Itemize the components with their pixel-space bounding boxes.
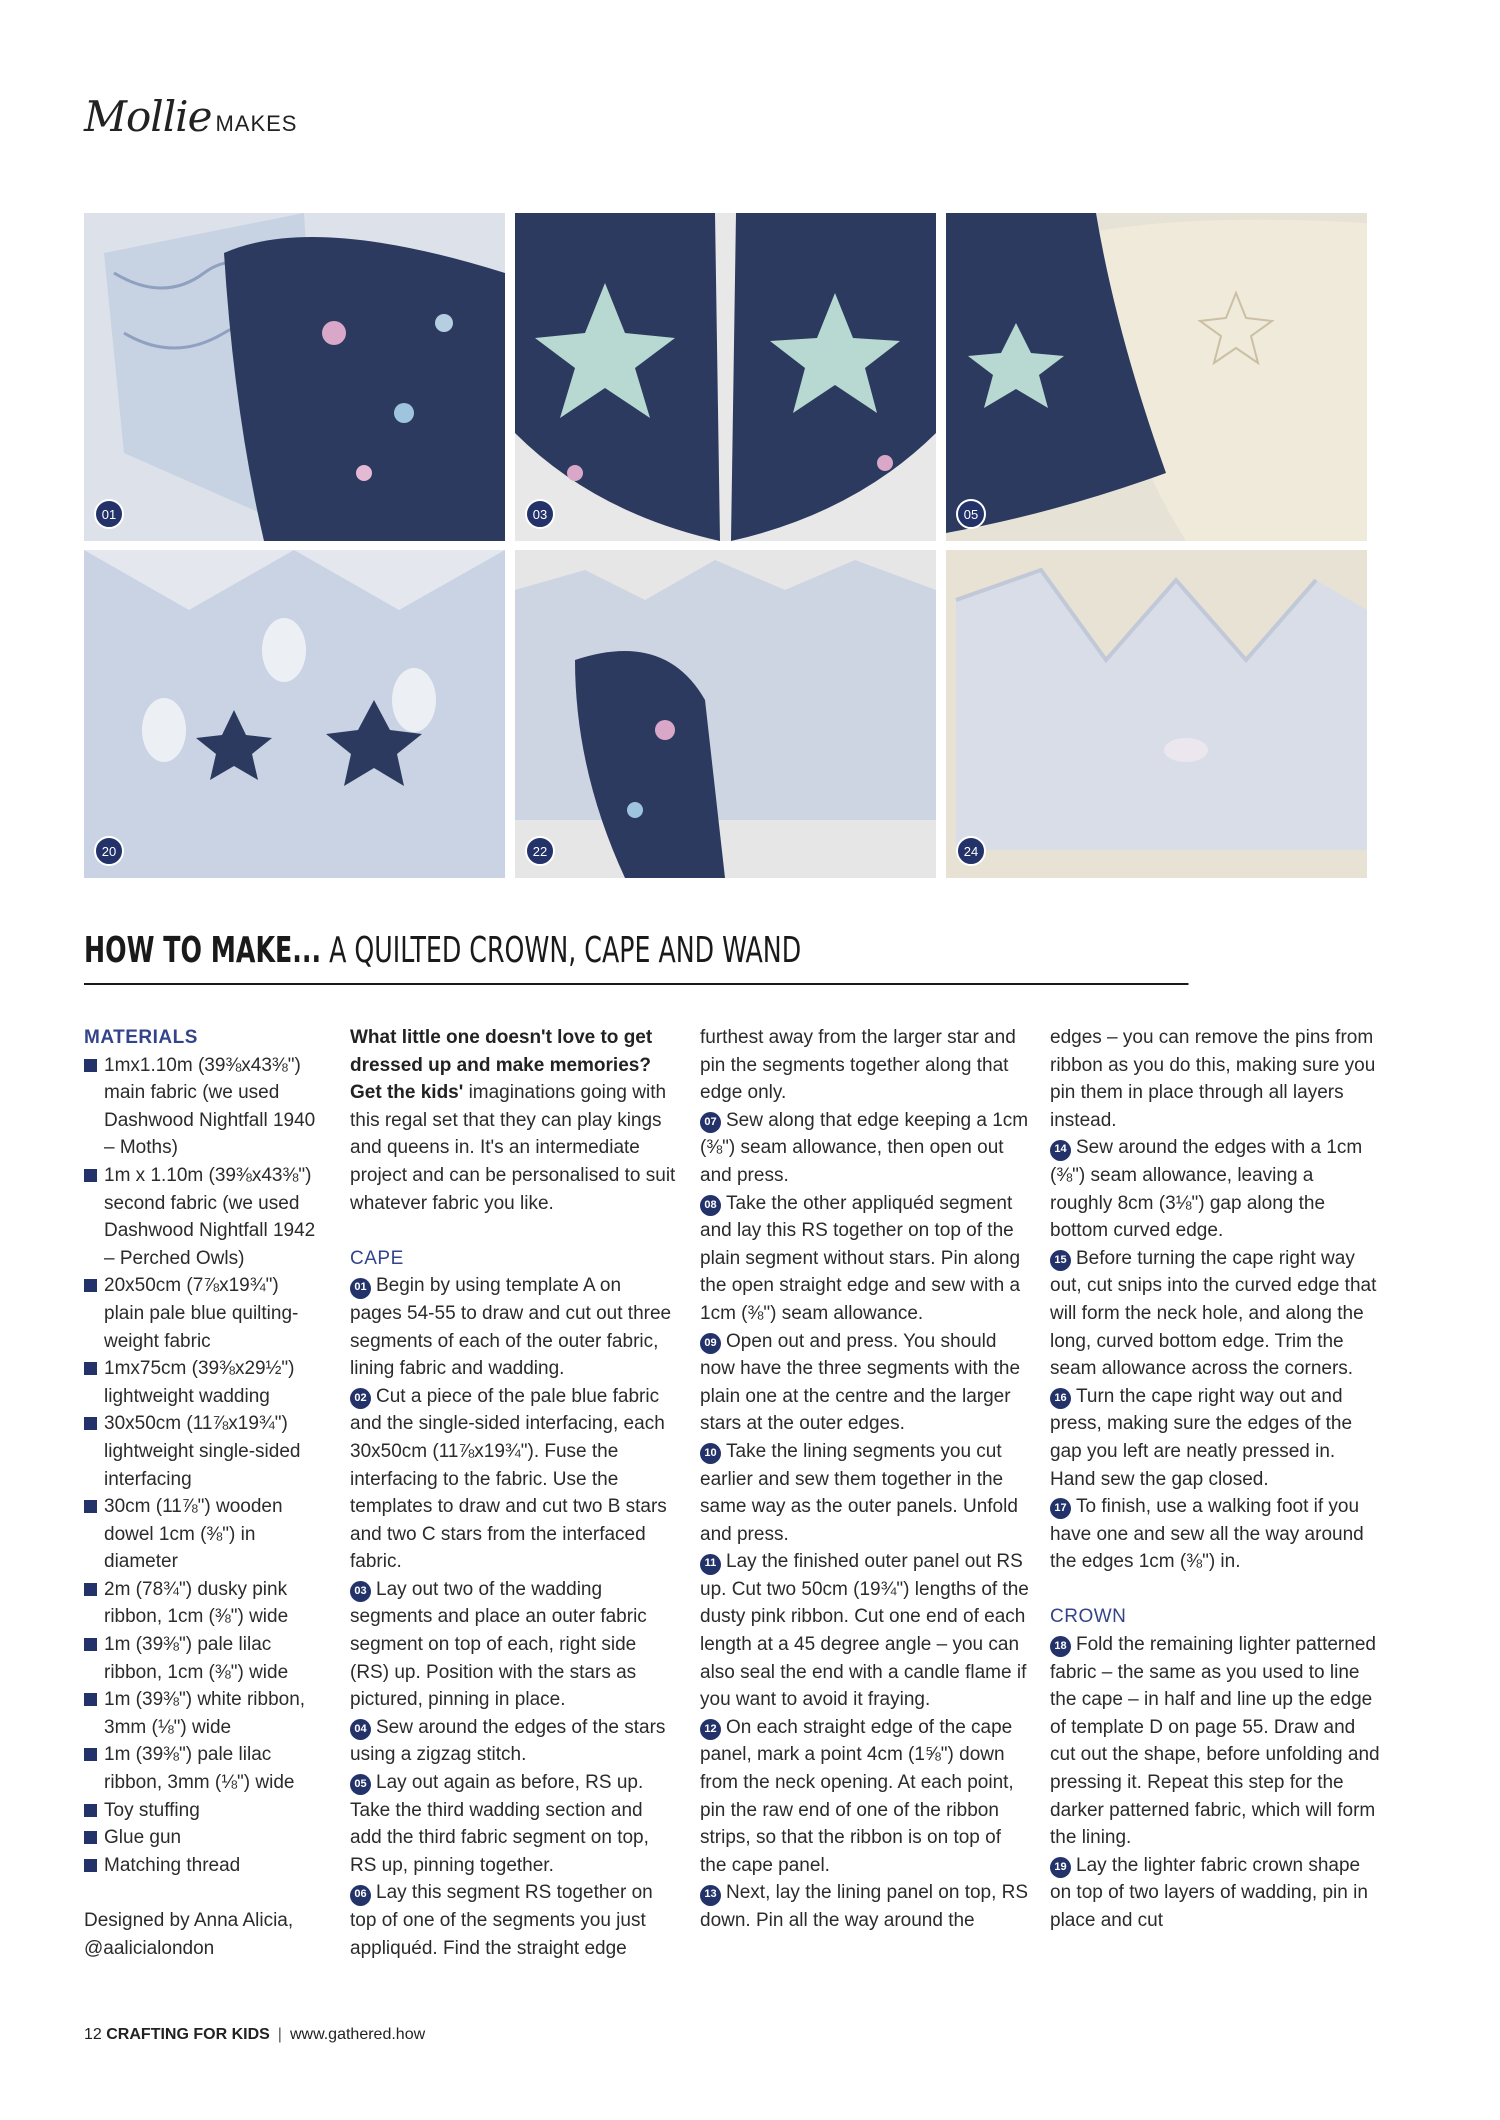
intro-rest: imaginations going with this regal set that they can play kings and queens in. It's an intermediate project and can be personalised to suit whatever fabric you like. (350, 1082, 676, 1214)
list-item: 1m x 1.10m (39⅜x43⅜") second fabric (we used Dashwood Nightfall 1942 – Perched Owls) (84, 1162, 324, 1272)
heading-light: A QUILTED CROWN, CAPE AND WAND (321, 930, 802, 971)
materials-list (84, 1052, 324, 1880)
cape-title: CAPE (350, 1247, 404, 1269)
step-15: 15 Before turning the cape right way out, cut snips into the curved edge that will form the neck hole, and along the long, curved bottom edge. Trim the seam allowance across the corners. (1050, 1247, 1377, 1380)
step-03: 03 Lay out two of the wadding segments and place an outer fabric segment on top of each, right side (RS) up. Position with the stars as pictured, pinning in place. (350, 1578, 647, 1711)
materials-title: MATERIALS (84, 1027, 198, 1048)
footer-separator: | (277, 2026, 282, 2043)
intro-text (350, 1024, 678, 1217)
list-item: 1mx75cm (39⅜x29½") lightweight wadding (84, 1355, 324, 1410)
page-heading (84, 930, 1188, 985)
list-item: Toy stuffing (84, 1797, 324, 1825)
step-05: 05 Lay out again as before, RS up. Take the third wadding section and add the third fabric segment on top, RS up, pinning together. (350, 1772, 649, 1876)
masthead-makes: MAKES (215, 111, 298, 136)
step-18: 18 Fold the remaining lighter patterned fabric – the same as you used to line the cape – in half and line up the edge of template D on page 55. Draw and cut out the shape, before unfolding and pressing it. Repeat this step for the darker patterned fabric, which will form the lining. (1050, 1634, 1380, 1849)
footer-url[interactable]: www.gathered.how (289, 2026, 426, 2043)
list-item: Glue gun (84, 1824, 324, 1852)
step-08: 08 Take the other appliquéd segment and lay this RS together on top of the plain segment without stars. Pin along the open straight edge and sew with a 1cm (⅜") seam allowance. (700, 1192, 1021, 1324)
page-footer (84, 2026, 425, 2044)
designer-credit: Designed by Anna Alicia, (84, 1910, 294, 1931)
photo-step-24 (946, 550, 1367, 878)
list-item: 2m (78¾") dusky pink ribbon, 1cm (⅜") wide (84, 1576, 324, 1631)
list-item: 30x50cm (11⅞x19¾") lightweight single-sided interfacing (84, 1410, 324, 1493)
step-01: 01 Begin by using template A on pages 54-55 to draw and cut out three segments of each of the outer fabric, lining fabric and wadding. (350, 1275, 672, 1380)
step-07: 07 Sew along that edge keeping a 1cm (⅜") seam allowance, then open out and press. (700, 1109, 1029, 1186)
step-04: 04 Sew around the edges of the stars using a zigzag stitch. (350, 1716, 666, 1766)
step-badge: 05 (956, 499, 986, 529)
list-item: 1m (39⅜") white ribbon, 3mm (⅛") wide (84, 1686, 324, 1741)
step-13: 13 Next, lay the lining panel on top, RS down. Pin all the way around the (700, 1882, 1029, 1931)
step-16: 16 Turn the cape right way out and press, making sure the edges of the gap you left are neatly pressed in. Hand sew the gap closed. (1050, 1385, 1353, 1490)
step-14: 14 Sew around the edges with a 1cm (⅜") seam allowance, leaving a roughly 8cm (3⅛") gap along the bottom curved edge. (1050, 1137, 1363, 1242)
instructions-column-2 (350, 1024, 678, 1962)
step-badge: 24 (956, 836, 986, 866)
instructions-column-4 (1050, 1024, 1380, 1935)
list-item: 1m (39⅜") pale lilac ribbon, 1cm (⅜") wide (84, 1631, 324, 1686)
masthead-script: Mollie (84, 92, 212, 141)
step-13-continued: edges – you can remove the pins from ribbon as you do this, making sure you pin them in place through all layers instead. (1050, 1027, 1376, 1131)
masthead-logo (84, 92, 298, 141)
publication-title: CRAFTING FOR KIDS (106, 2026, 270, 2043)
step-06-continued: furthest away from the larger star and pin the segments together along that edge only. (700, 1027, 1016, 1104)
step-badge: 01 (94, 499, 124, 529)
step-06: 06 Lay this segment RS together on top of one of the segments you just appliquéd. Find the straight edge (350, 1882, 653, 1959)
heading-bold: HOW TO MAKE... (84, 930, 322, 971)
step-badge: 20 (94, 836, 124, 866)
photo-step-01 (84, 213, 505, 541)
list-item: 1m (39⅜") pale lilac ribbon, 3mm (⅛") wide (84, 1741, 324, 1796)
list-item: 20x50cm (7⅞x19¾") plain pale blue quilting-weight fabric (84, 1272, 324, 1355)
step-10: 10 Take the lining segments you cut earlier and sew them together in the same way as the outer panels. Unfold and press. (700, 1440, 1018, 1545)
instructions-column-3 (700, 1024, 1030, 1935)
crown-title: CROWN (1050, 1606, 1127, 1628)
step-12: 12 On each straight edge of the cape panel, mark a point 4cm (1⅝") down from the neck opening. At each point, pin the raw end of one of the ribbon strips, so that the ribbon is on top of the cape panel. (700, 1716, 1014, 1876)
intro-bold: What little one doesn't love to get dressed up and make memories? Get the kids' (350, 1027, 653, 1104)
materials-column (84, 1024, 324, 1962)
list-item: Matching thread (84, 1852, 324, 1880)
photo-step-22 (515, 550, 936, 878)
step-badge: 03 (525, 499, 555, 529)
list-item: 30cm (11⅞") wooden dowel 1cm (⅜") in diameter (84, 1493, 324, 1576)
step-17: 17 To finish, use a walking foot if you have one and sew all the way around the edges 1cm (⅜") in. (1050, 1496, 1364, 1573)
step-11: 11 Lay the finished outer panel out RS up. Cut two 50cm (19¾") lengths of the dusty pink ribbon. Cut one end of each length at a 45 degree angle – you can also seal the end with a candle flame if you want to avoid it fraying. (700, 1551, 1029, 1711)
step-09: 09 Open out and press. You should now have the three segments with the plain one at the centre and the larger stars at the outer edges. (700, 1330, 1021, 1435)
step-badge: 22 (525, 836, 555, 866)
photo-step-05 (946, 213, 1367, 541)
page-number: 12 (84, 2026, 102, 2043)
step-19: 19 Lay the lighter fabric crown shape on top of two layers of wadding, pin in place and cut (1050, 1854, 1368, 1931)
list-item: 1mx1.10m (39⅜x43⅜") main fabric (we used Dashwood Nightfall 1940 – Moths) (84, 1052, 324, 1162)
photo-step-03 (515, 213, 936, 541)
photo-step-20 (84, 550, 505, 878)
step-02: 02 Cut a piece of the pale blue fabric and the single-sided interfacing, each 30x50cm (11⅞x19¾"). Fuse the interfacing to the fabric. Use the templates to draw and cut two B stars and two C stars from the interfaced fabric. (350, 1385, 667, 1573)
designer-handle: @aalicialondon (84, 1937, 215, 1959)
